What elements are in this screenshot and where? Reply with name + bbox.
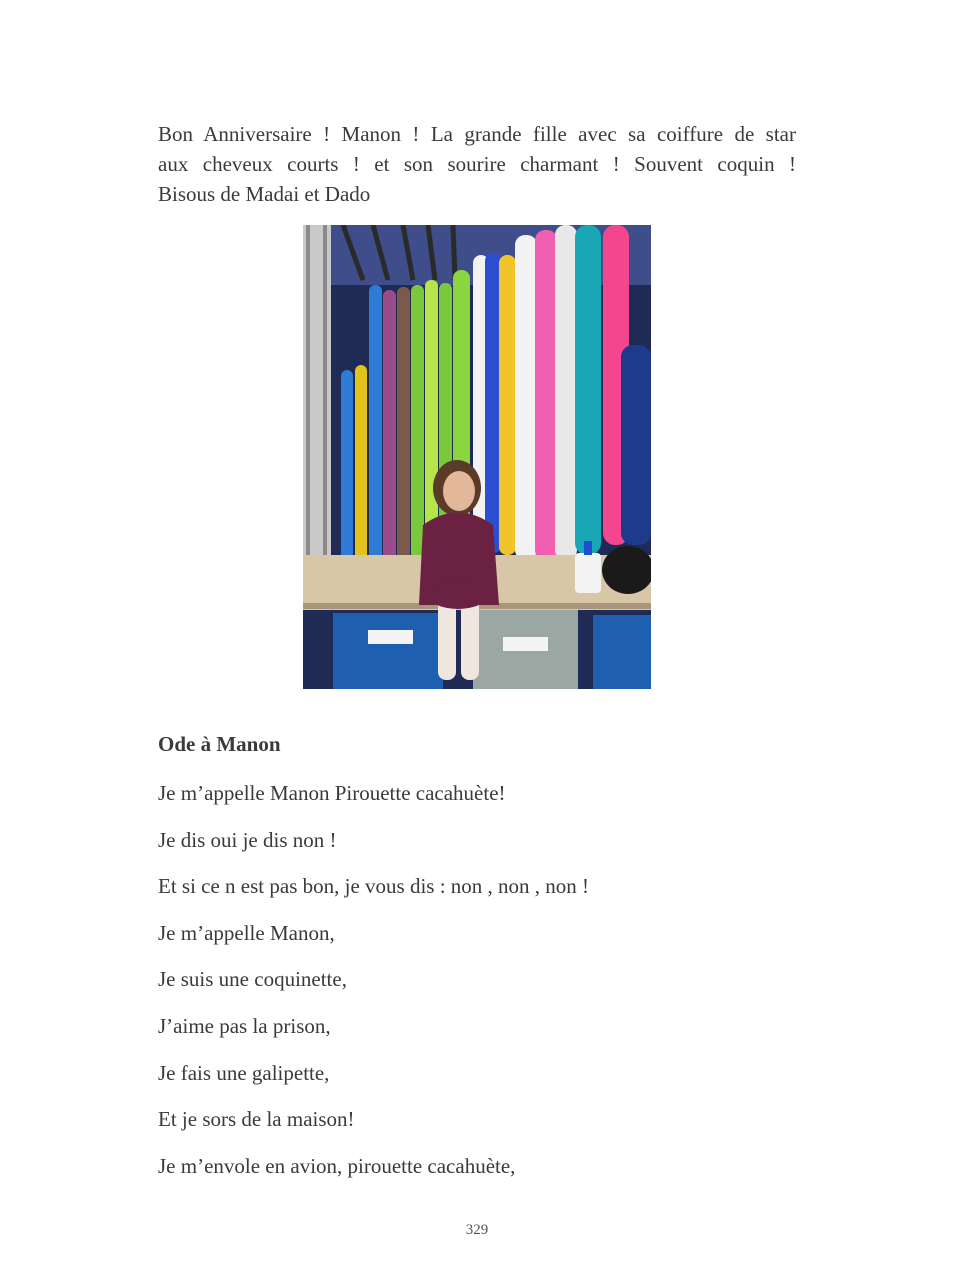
intro-line: Bisous de Madai et Dado [158,182,371,206]
poem-line: Et si ce n est pas bon, je vous dis : non , non , non ! [158,874,590,899]
poem-line: Je m’appelle Manon Pirouette cacahuète! [158,781,506,805]
poem [158,778,589,1197]
poem-line: Je dis oui je dis non ! [158,827,337,852]
page-number: 329 [465,1222,489,1238]
poem-line: Et je sors de la maison! [158,1107,355,1132]
poem-title: Ode à Manon [158,732,281,756]
poem-line: Je m’appelle Manon, [158,920,335,945]
birthday-photo [303,225,651,689]
poem-line: Je fais une galipette, [158,1060,330,1085]
poem-line: J’aime pas la prison, [158,1013,331,1038]
poem-line: Je suis une coquinette, [158,967,347,992]
intro-paragraph [158,119,796,209]
intro-line: Bon Anniversaire ! Manon ! La grande fille avec sa coiffure de star [158,122,796,146]
intro-line: aux cheveux courts ! et son sourire charmant ! Souvent coquin ! [158,152,796,176]
poem-line: Je m’envole en avion, pirouette cacahuète, [158,1153,516,1178]
